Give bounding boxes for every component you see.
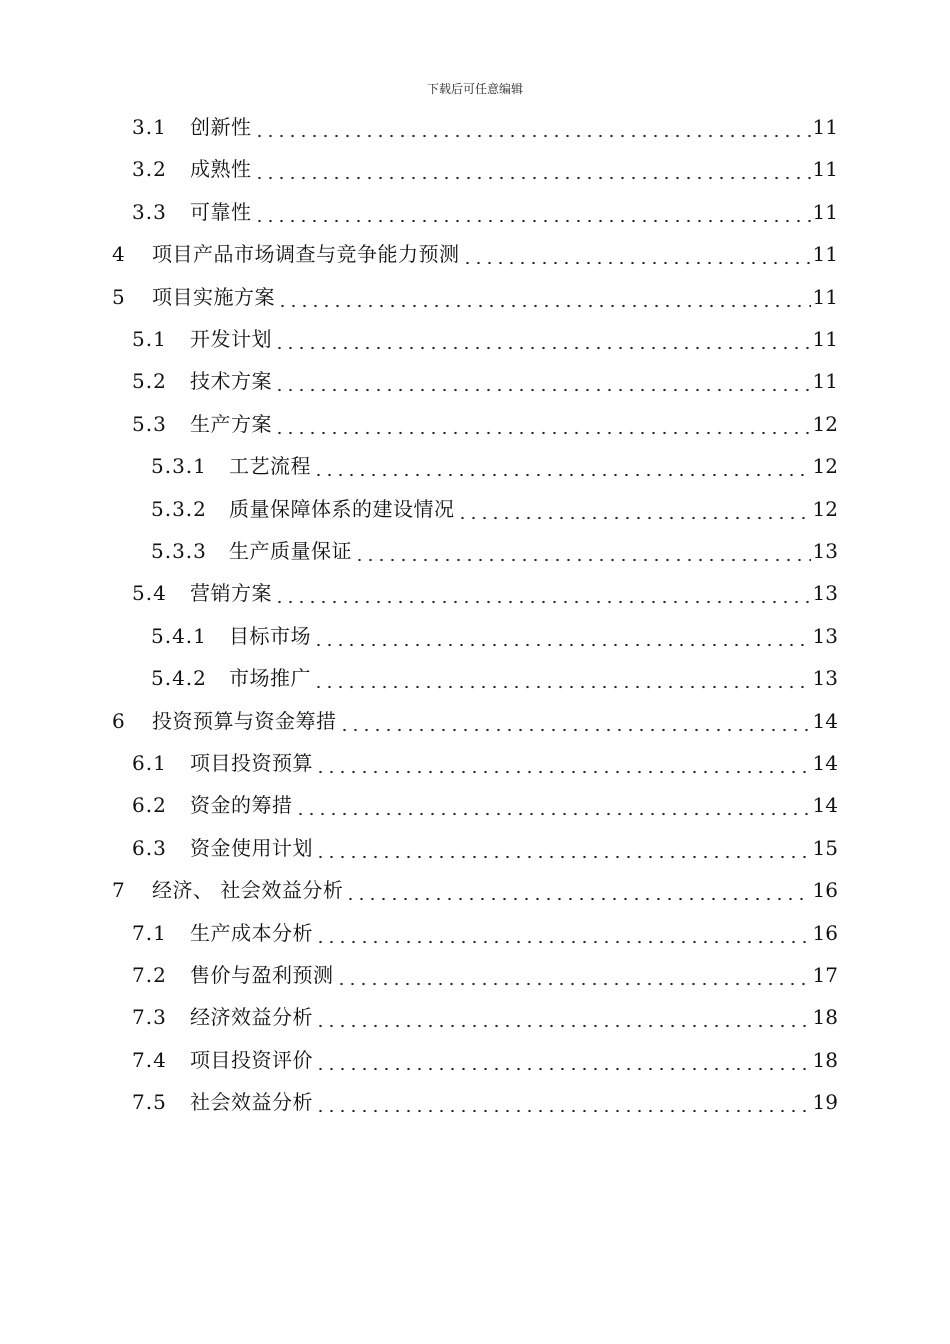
dot-leader	[313, 458, 811, 480]
toc-entry-page-number: 16	[812, 920, 838, 945]
toc-entry-page-number: 19	[812, 1090, 838, 1115]
toc-entry-number: 5.3.1	[151, 454, 207, 479]
toc-entry-page-number: 11	[812, 199, 838, 224]
toc-entry[interactable]	[151, 488, 838, 530]
toc-entry-number: 6	[112, 708, 126, 733]
toc-entry[interactable]	[112, 700, 838, 742]
toc-entry[interactable]	[132, 106, 838, 148]
toc-entry[interactable]	[132, 572, 838, 614]
toc-entry-number: 5.4.2	[151, 666, 207, 691]
toc-entry-page-number: 13	[812, 666, 838, 691]
toc-entry-number: 5.3.2	[151, 496, 207, 521]
toc-entry-number: 5.3.3	[151, 539, 207, 563]
dot-leader	[274, 585, 811, 607]
toc-entry-page-number: 13	[812, 623, 838, 648]
header-note: 下载后可任意编辑	[426, 82, 523, 96]
dot-leader	[339, 713, 811, 735]
toc-entry-number: 5	[112, 284, 126, 309]
dot-leader	[295, 797, 811, 819]
toc-entry[interactable]	[132, 784, 838, 826]
toc-entry-page-number: 14	[812, 708, 838, 733]
toc-entry-number: 5.1	[132, 327, 167, 351]
toc-entry[interactable]	[151, 615, 838, 657]
dot-leader	[313, 670, 811, 692]
toc-entry-number: 5.2	[132, 369, 167, 394]
toc-entry-title: 项目实施方案	[152, 284, 275, 309]
dot-leader	[336, 967, 811, 989]
toc-entry[interactable]	[132, 403, 838, 445]
toc-entry-number: 4	[112, 242, 126, 267]
dot-leader	[345, 882, 810, 904]
toc-entry[interactable]	[132, 1081, 838, 1123]
toc-entry[interactable]	[112, 869, 838, 911]
toc-entry-page-number: 12	[812, 496, 838, 521]
toc-entry[interactable]	[132, 954, 838, 996]
toc-entry-title: 售价与盈利预测	[190, 963, 334, 987]
dot-leader	[315, 1094, 811, 1116]
toc-entry-page-number: 11	[812, 157, 838, 182]
toc-entry-title: 市场推广	[229, 666, 311, 691]
dot-leader	[315, 925, 811, 947]
dot-leader	[254, 161, 811, 183]
toc-entry-page-number: 16	[812, 878, 838, 903]
toc-entry-number: 7.2	[132, 963, 167, 987]
toc-entry-title: 成熟性	[190, 157, 252, 182]
toc-entry-title: 项目投资评价	[190, 1047, 313, 1072]
dot-leader	[457, 501, 811, 523]
toc-entry-title: 社会效益分析	[190, 1090, 313, 1115]
toc-entry[interactable]	[132, 191, 838, 233]
toc-entry-page-number: 13	[812, 539, 838, 563]
toc-entry-number: 3.2	[132, 157, 167, 182]
toc-entry[interactable]	[151, 530, 838, 572]
toc-entry-page-number: 14	[812, 793, 838, 818]
toc-entry-title: 工艺流程	[229, 454, 311, 479]
toc-entry[interactable]	[132, 827, 838, 869]
toc-entry-title: 项目产品市场调查与竞争能力预测	[152, 242, 460, 267]
toc-entry-title: 生产质量保证	[229, 539, 352, 563]
toc-entry-number: 7.3	[132, 1005, 167, 1030]
toc-entry-title: 质量保障体系的建设情况	[229, 496, 455, 521]
toc-entry-page-number: 11	[812, 115, 838, 139]
toc-entry-page-number: 13	[812, 581, 838, 606]
toc-entry-title: 创新性	[190, 115, 252, 139]
dot-leader	[274, 373, 811, 395]
toc-entry-number: 7.1	[132, 920, 167, 945]
toc-entry-number: 5.4	[132, 581, 167, 606]
toc-entry-page-number: 11	[812, 369, 838, 394]
toc-entry-title: 可靠性	[190, 199, 252, 224]
toc-entry[interactable]	[132, 912, 838, 954]
toc-entry-title: 目标市场	[229, 623, 311, 648]
toc-entry-page-number: 11	[812, 284, 838, 309]
dot-leader	[315, 1052, 811, 1074]
toc-entry[interactable]	[151, 657, 838, 699]
toc-entry-title: 生产方案	[190, 411, 272, 436]
dot-leader	[462, 246, 811, 268]
toc-entry-page-number: 14	[812, 751, 838, 775]
toc-entry[interactable]	[132, 996, 838, 1038]
dot-leader	[254, 204, 811, 226]
toc-entry-number: 3.1	[132, 115, 167, 139]
dot-leader	[277, 289, 811, 311]
toc-entry-number: 7.5	[132, 1090, 167, 1115]
toc-entry-title: 项目投资预算	[190, 751, 313, 775]
toc-entry[interactable]	[132, 148, 838, 190]
dot-leader	[313, 628, 811, 650]
dot-leader	[315, 755, 811, 777]
dot-leader	[315, 840, 811, 862]
toc-entry-page-number: 15	[812, 835, 838, 860]
toc-entry-page-number: 12	[812, 411, 838, 436]
toc-entry-title: 生产成本分析	[190, 920, 313, 945]
toc-entry-title: 投资预算与资金筹措	[152, 708, 337, 733]
toc-entry[interactable]	[112, 276, 838, 318]
toc-entry-page-number: 11	[812, 327, 838, 351]
toc-entry-title: 经济效益分析	[190, 1005, 313, 1030]
toc-entry-title: 资金的筹措	[190, 793, 293, 818]
toc-entry-number: 6.2	[132, 793, 167, 818]
toc-entry-number: 7	[112, 878, 126, 903]
toc-entry-page-number: 11	[812, 242, 838, 267]
toc-entry-title: 开发计划	[190, 327, 272, 351]
toc-entry-number: 7.4	[132, 1047, 167, 1072]
toc-entry-number: 6.3	[132, 835, 167, 860]
toc-entry[interactable]	[151, 445, 838, 487]
toc-entry-page-number: 12	[812, 454, 838, 479]
toc-entry-title: 资金使用计划	[190, 835, 313, 860]
dot-leader	[254, 119, 811, 141]
toc-entry[interactable]	[132, 360, 838, 402]
toc-entry-title: 营销方案	[190, 581, 272, 606]
toc-entry-page-number: 17	[812, 963, 838, 987]
toc-entry-number: 6.1	[132, 751, 167, 775]
dot-leader	[354, 543, 811, 565]
toc-entry-number: 5.3	[132, 411, 167, 436]
toc-entry[interactable]	[112, 233, 838, 275]
toc-entry[interactable]	[132, 318, 838, 360]
toc-entry-number: 5.4.1	[151, 623, 207, 648]
toc-entry-page-number: 18	[812, 1005, 838, 1030]
dot-leader	[274, 331, 811, 353]
toc-entry-title: 技术方案	[190, 369, 272, 394]
dot-leader	[315, 1009, 811, 1031]
toc-entry[interactable]	[132, 742, 838, 784]
toc-entry-number: 3.3	[132, 199, 167, 224]
toc-entry[interactable]	[132, 1039, 838, 1081]
toc-entry-title: 经济、 社会效益分析	[152, 878, 344, 903]
toc-entry-page-number: 18	[812, 1047, 838, 1072]
dot-leader	[274, 416, 811, 438]
